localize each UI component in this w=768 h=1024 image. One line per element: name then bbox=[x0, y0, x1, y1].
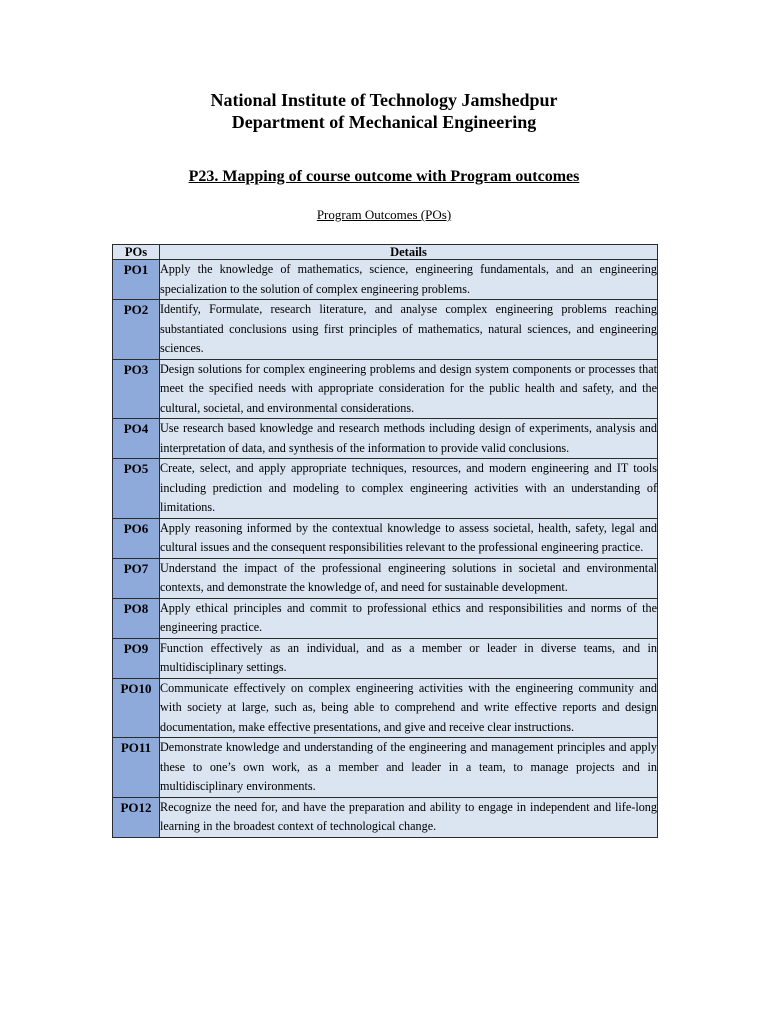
program-outcomes-table bbox=[112, 244, 658, 838]
institute-name: National Institute of Technology Jamshedpur bbox=[210, 90, 558, 110]
column-header-details: Details bbox=[160, 245, 658, 260]
po-detail: Design solutions for complex engineering problems and design system components or processes that meet the specified needs with appropriate consideration for the public health and safety, and the cultural, societal, and environmental considerations. bbox=[160, 359, 658, 419]
po-code: PO4 bbox=[113, 419, 160, 459]
po-code: PO2 bbox=[113, 300, 160, 360]
po-detail: Use research based knowledge and research methods including design of experiments, analysis and interpretation of data, and synthesis of the information to provide valid conclusions. bbox=[160, 419, 658, 459]
column-header-pos: POs bbox=[113, 245, 160, 260]
table-row bbox=[113, 359, 658, 419]
po-detail: Identify, Formulate, research literature, and analyse complex engineering problems reaching substantiated conclusions using first principles of mathematics, natural sciences, and engineering sciences. bbox=[160, 300, 658, 360]
po-code: PO6 bbox=[113, 518, 160, 558]
subsection-title: Program Outcomes (POs) bbox=[316, 207, 452, 222]
po-code: PO12 bbox=[113, 797, 160, 837]
table-row bbox=[113, 797, 658, 837]
po-detail: Understand the impact of the professional engineering solutions in societal and environmental contexts, and demonstrate the knowledge of, and need for sustainable development. bbox=[160, 558, 658, 598]
table-row bbox=[113, 459, 658, 519]
po-detail: Apply ethical principles and commit to professional ethics and responsibilities and norms of the engineering practice. bbox=[160, 598, 658, 638]
po-code: PO3 bbox=[113, 359, 160, 419]
po-code: PO9 bbox=[113, 638, 160, 678]
po-code: PO10 bbox=[113, 678, 160, 738]
table-row bbox=[113, 419, 658, 459]
section-title: P23. Mapping of course outcome with Program outcomes bbox=[188, 168, 580, 185]
table-row bbox=[113, 678, 658, 738]
po-detail: Recognize the need for, and have the preparation and ability to engage in independent and life-long learning in the broadest context of technological change. bbox=[160, 797, 658, 837]
po-detail: Create, select, and apply appropriate techniques, resources, and modern engineering and IT tools including prediction and modeling to complex engineering activities with an understanding of limitations. bbox=[160, 459, 658, 519]
department-name: Department of Mechanical Engineering bbox=[231, 112, 537, 132]
po-detail: Apply the knowledge of mathematics, science, engineering fundamentals, and an engineering specialization to the solution of complex engineering problems. bbox=[160, 260, 658, 300]
table-row bbox=[113, 518, 658, 558]
po-code: PO7 bbox=[113, 558, 160, 598]
po-detail: Apply reasoning informed by the contextual knowledge to assess societal, health, safety, legal and cultural issues and the consequent responsibilities relevant to the professional engineering practice. bbox=[160, 518, 658, 558]
po-detail: Function effectively as an individual, and as a member or leader in diverse teams, and in multidisciplinary settings. bbox=[160, 638, 658, 678]
po-code: PO1 bbox=[113, 260, 160, 300]
po-code: PO11 bbox=[113, 738, 160, 798]
po-detail: Communicate effectively on complex engineering activities with the engineering community and with society at large, such as, being able to comprehend and write effective reports and design documentation, make effective presentations, and give and receive clear instructions. bbox=[160, 678, 658, 738]
table-row bbox=[113, 300, 658, 360]
table-row bbox=[113, 260, 658, 300]
table-row bbox=[113, 598, 658, 638]
table-body bbox=[113, 260, 658, 838]
po-code: PO5 bbox=[113, 459, 160, 519]
table-header-row bbox=[113, 245, 658, 260]
table-row bbox=[113, 738, 658, 798]
po-detail: Demonstrate knowledge and understanding of the engineering and management principles and apply these to one’s own work, as a member and leader in a team, to manage projects and in multidisciplinary environments. bbox=[160, 738, 658, 798]
po-code: PO8 bbox=[113, 598, 160, 638]
table-row bbox=[113, 638, 658, 678]
table-row bbox=[113, 558, 658, 598]
